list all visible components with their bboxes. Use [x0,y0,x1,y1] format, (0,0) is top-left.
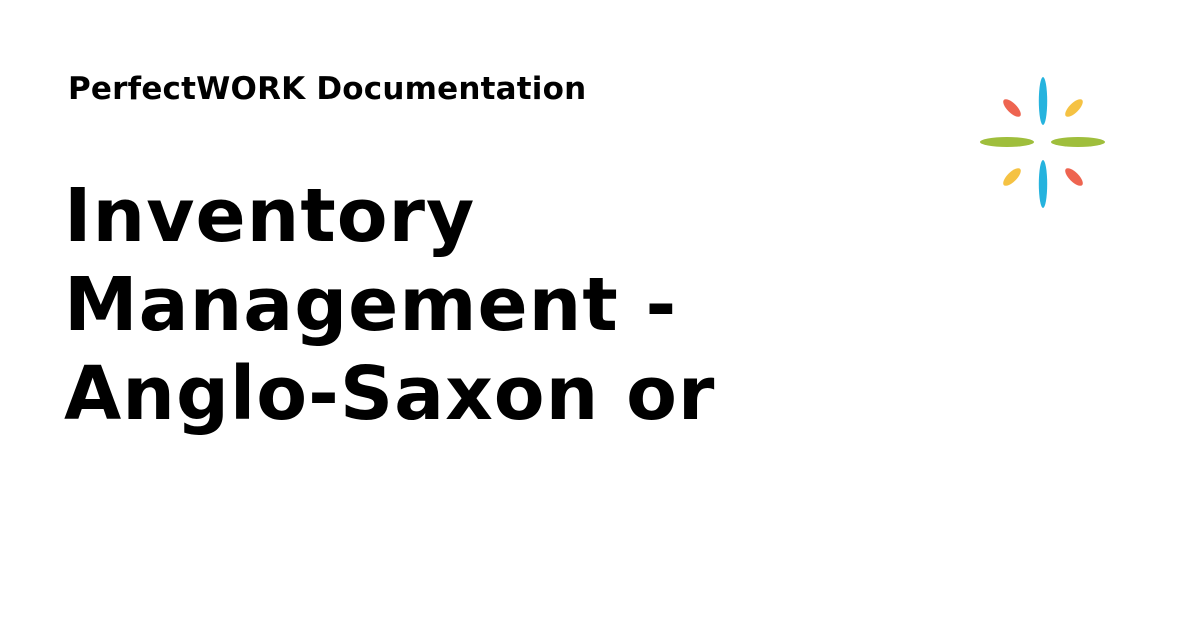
title-line-1: Inventory [64,173,476,259]
logo-petal-right [1051,137,1105,147]
logo-petal-bottom-right [1062,165,1085,188]
page-title [64,172,884,439]
logo-petal-top-left [1000,96,1023,119]
logo-petal-top-right [1062,96,1085,119]
site-name: PerfectWORK Documentation [68,71,587,107]
title-line-2: Management - [64,262,678,348]
logo-petal-bottom-left [1000,165,1023,188]
logo-petal-top [1039,77,1047,125]
logo-petal-bottom [1039,160,1047,208]
flower-logo-icon [976,74,1110,212]
title-line-3: Anglo-Saxon or [64,351,716,437]
logo-petal-left [980,137,1034,147]
